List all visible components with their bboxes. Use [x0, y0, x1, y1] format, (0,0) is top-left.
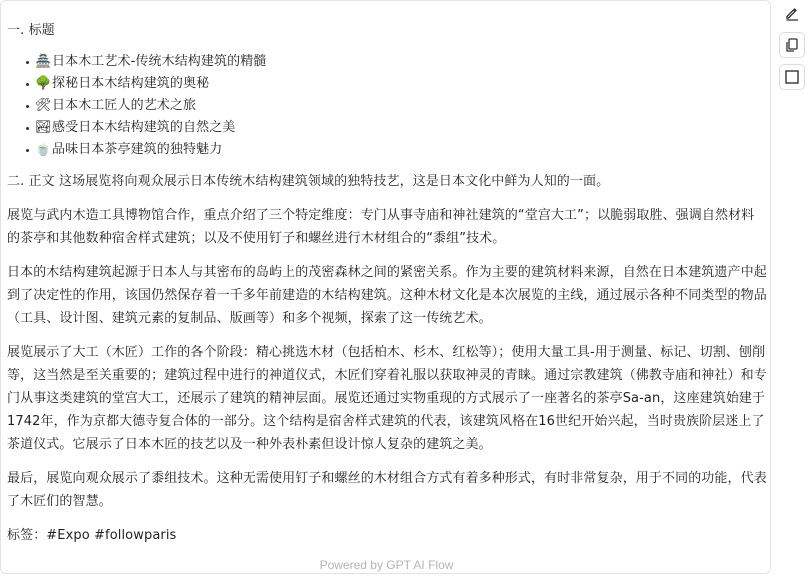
- japanese-castle-icon: 🏯: [35, 54, 52, 69]
- title-option-text: 日本木工艺术-传统木结构建筑的精髓: [52, 54, 267, 69]
- list-item: [35, 73, 767, 95]
- tags-line: 标签：#Expo #followparis: [7, 528, 177, 543]
- title-option-text: 品味日本茶亭建筑的独特魅力: [52, 142, 223, 157]
- list-item: [35, 95, 767, 117]
- tree-icon: 🌳: [35, 76, 52, 91]
- copy-icon: [784, 37, 800, 53]
- landscape-icon: 🏞: [35, 120, 52, 135]
- generated-content: [7, 19, 767, 558]
- body-paragraph: 展览展示了大工（木匠）工作的各个阶段：精心挑选木材（包括柏木、杉木、红松等）；使用大量工具-用于测量、标记、切割、刨削等，这当然是至关重要的；建筑过程中进行的神道仪式，木匠们穿着礼服以获取神灵的青睐。通过宗教建筑（佛教寺庙和神社）和专门从事这类建筑的堂宫大工，还展示了建筑的精神层面。展览还通过实物重现的方式展示了一座著名的茶亭Sa-an，这座建筑始建于1742年，作为京都大德寺复合体的一部分。这个结构是宿舍样式建筑的代表，该建筑风格在16世纪开始兴起，当时贵族阶层迷上了茶道仪式。它展示了日本木匠的技艺以及一种外表朴素但设计惊人复杂的建筑之美。: [7, 345, 767, 452]
- title-list: [7, 51, 767, 161]
- side-toolbar: [779, 0, 807, 96]
- list-item: [35, 51, 767, 73]
- copy-button[interactable]: [779, 32, 805, 58]
- powered-by-footer: Powered by GPT AI Flow: [319, 558, 454, 572]
- expand-button[interactable]: [779, 64, 805, 90]
- title-option-text: 日本木工匠人的艺术之旅: [52, 98, 197, 113]
- title-option-text: 探秘日本木结构建筑的奥秘: [52, 76, 210, 91]
- expand-square-icon: [784, 69, 800, 85]
- body-paragraph: 日本的木结构建筑起源于日本人与其密布的岛屿上的茂密森林之间的紧密关系。作为主要的建筑材料来源，自然在日本建筑遗产中起到了决定性的作用，该国仍然保存着一千多年前建造的木结构建筑。这种木材文化是本次展览的主线，通过展示各种不同类型的物品（工具、设计图、建筑元素的复制品、版画等）和多个视频，探索了这一传统艺术。: [7, 265, 767, 326]
- edit-pencil-icon: [784, 5, 800, 21]
- title-section-heading: 一. 标题: [7, 23, 55, 38]
- title-option-text: 感受日本木结构建筑的自然之美: [52, 120, 236, 135]
- body-intro-paragraph: 二. 正文 这场展览将向观众展示日本传统木结构建筑领域的独特技艺，这是日本文化中鲜为人知的一面。: [7, 174, 610, 189]
- tools-icon: 🛠: [35, 98, 52, 113]
- tea-icon: 🍵: [35, 142, 52, 157]
- body-paragraph: 最后，展览向观众展示了黍组技术。这种无需使用钉子和螺丝的木材组合方式有着多种形式，有时非常复杂，用于不同的功能，代表了木匠们的智慧。: [7, 471, 767, 509]
- edit-button[interactable]: [779, 0, 805, 26]
- body-paragraph: 展览与武内木造工具博物馆合作，重点介绍了三个特定维度：专门从事寺庙和神社建筑的“堂宫大工”；以脆弱取胜、强调自然材料的茶亭和其他数种宿舍样式建筑；以及不使用钉子和螺丝进行木材组合的“黍组”技术。: [7, 208, 755, 246]
- list-item: [35, 139, 767, 161]
- list-item: [35, 117, 767, 139]
